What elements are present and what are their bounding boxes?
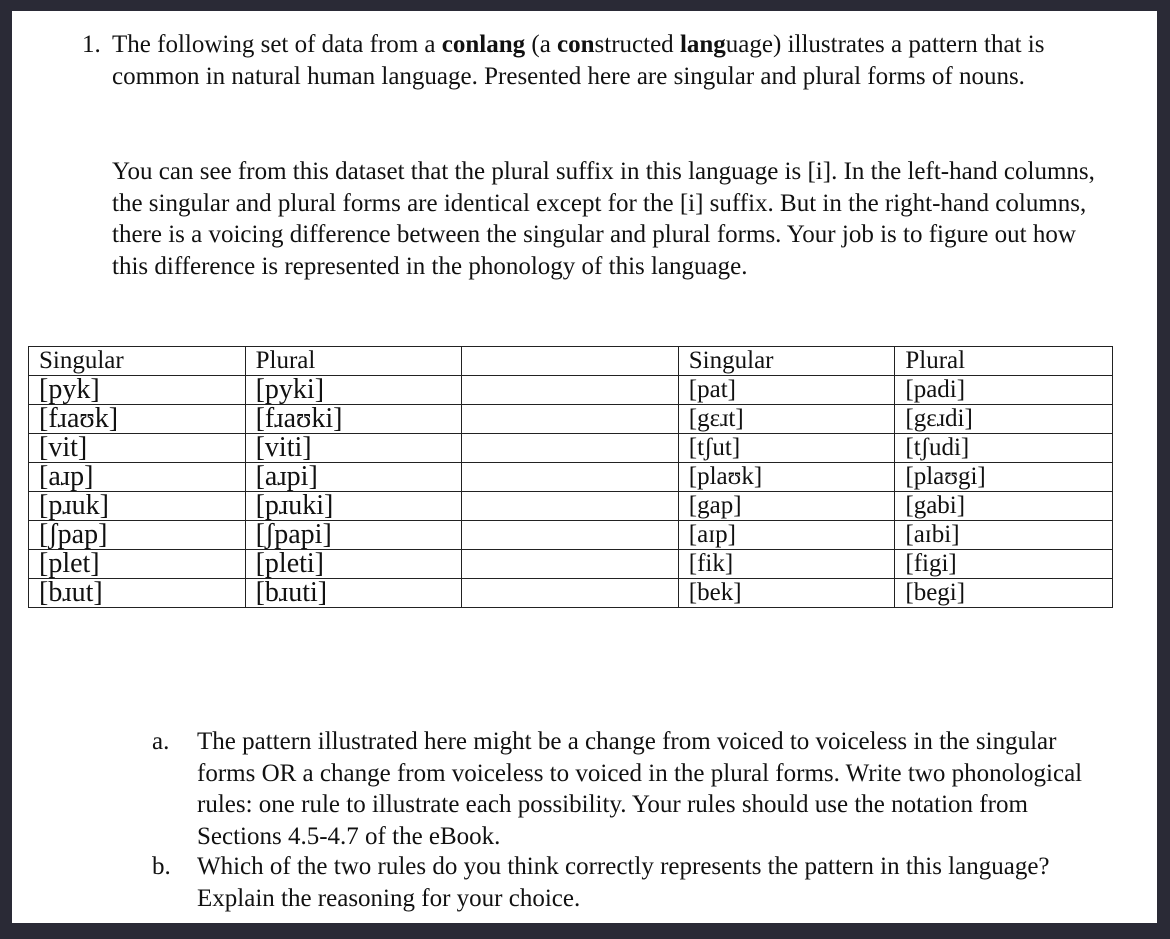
- table-header-row: [29, 347, 1113, 376]
- cell-plural-left: [pyki]: [245, 376, 462, 405]
- cell-empty: [462, 376, 679, 405]
- intro-bold-lang: lang: [679, 31, 726, 58]
- table-row: [29, 492, 1113, 521]
- question-paragraph-2: You can see from this dataset that the plural suffix in this language is [i]. In the left-hand columns, the singular and plural forms are identical except for the [i] suffix. But in the right-hand columns, there is a voicing difference between the singular and plural forms. Your job is to figure out how this difference is represented in the phonology of this language.: [112, 158, 1095, 280]
- cell-singular-left: [fɹaʊk]: [29, 405, 246, 434]
- header-singular-right: Singular: [678, 347, 895, 376]
- table-row: [29, 550, 1113, 579]
- intro-text: (a: [525, 31, 558, 58]
- subquestion-b: [152, 851, 1112, 914]
- cell-plural-right: [figi]: [895, 550, 1113, 579]
- cell-plural-left: [fɹaʊki]: [245, 405, 462, 434]
- cell-singular-left: [aɹp]: [29, 463, 246, 492]
- cell-plural-right: [aɪbi]: [895, 521, 1113, 550]
- header-plural-left: Plural: [245, 347, 462, 376]
- cell-singular-left: [pyk]: [29, 376, 246, 405]
- subquestion-label: b.: [152, 853, 171, 880]
- document-page: [12, 11, 1157, 923]
- subquestion-text: Which of the two rules do you think correctly represents the pattern in this language? Explain the reasoning for your choice.: [197, 853, 1050, 912]
- cell-singular-right: [tʃut]: [678, 434, 895, 463]
- cell-empty: [462, 405, 679, 434]
- intro-text: structed: [594, 31, 680, 58]
- subquestion-label: a.: [152, 728, 170, 755]
- question-intro: [112, 29, 1112, 92]
- cell-singular-right: [fik]: [678, 550, 895, 579]
- cell-plural-right: [tʃudi]: [895, 434, 1113, 463]
- cell-singular-right: [plaʊk]: [678, 463, 895, 492]
- table-row: [29, 521, 1113, 550]
- cell-singular-right: [aɪp]: [678, 521, 895, 550]
- intro-text: uage) illustrates a pattern that is common in natural human language. Presented here are singular and plural forms of nouns.: [112, 31, 1045, 90]
- cell-plural-right: [gɛɹdi]: [895, 405, 1113, 434]
- cell-singular-left: [ʃpap]: [29, 521, 246, 550]
- header-singular-left: Singular: [29, 347, 246, 376]
- cell-singular-left: [pɹuk]: [29, 492, 246, 521]
- table-row: [29, 376, 1113, 405]
- cell-singular-left: [bɹut]: [29, 579, 246, 608]
- cell-singular-right: [pat]: [678, 376, 895, 405]
- table-row: [29, 463, 1113, 492]
- table-row: [29, 579, 1113, 608]
- table-body: [29, 376, 1113, 608]
- cell-empty: [462, 550, 679, 579]
- cell-empty: [462, 579, 679, 608]
- cell-plural-left: [bɹuti]: [245, 579, 462, 608]
- cell-singular-right: [gap]: [678, 492, 895, 521]
- subquestion-text: The pattern illustrated here might be a change from voiced to voiceless in the singular forms OR a change from voiceless to voiced in the plural forms. Write two phonological rules: one rule to illustrate each possibility. Your rules should use the notation from Sections 4.5-4.7 of the eBook.: [197, 728, 1083, 850]
- question-number: 1.: [82, 31, 101, 58]
- cell-empty: [462, 434, 679, 463]
- cell-plural-right: [plaʊgi]: [895, 463, 1113, 492]
- header-empty: [462, 347, 679, 376]
- intro-text: The following set of data from a: [112, 31, 442, 58]
- table-row: [29, 405, 1113, 434]
- intro-bold-con: con: [557, 31, 595, 58]
- cell-empty: [462, 492, 679, 521]
- data-table: [28, 346, 1113, 608]
- cell-plural-right: [gabi]: [895, 492, 1113, 521]
- cell-plural-left: [viti]: [245, 434, 462, 463]
- cell-plural-right: [padi]: [895, 376, 1113, 405]
- cell-empty: [462, 521, 679, 550]
- cell-empty: [462, 463, 679, 492]
- cell-plural-right: [begi]: [895, 579, 1113, 608]
- header-plural-right: Plural: [895, 347, 1113, 376]
- intro-bold-conlang: conlang: [441, 31, 526, 58]
- cell-plural-left: [pɹuki]: [245, 492, 462, 521]
- cell-plural-left: [ʃpapi]: [245, 521, 462, 550]
- cell-singular-right: [bek]: [678, 579, 895, 608]
- cell-singular-right: [gɛɹt]: [678, 405, 895, 434]
- cell-singular-left: [vit]: [29, 434, 246, 463]
- subquestion-a: [152, 726, 1112, 852]
- cell-plural-left: [aɹpi]: [245, 463, 462, 492]
- table-row: [29, 434, 1113, 463]
- cell-singular-left: [plet]: [29, 550, 246, 579]
- cell-plural-left: [pleti]: [245, 550, 462, 579]
